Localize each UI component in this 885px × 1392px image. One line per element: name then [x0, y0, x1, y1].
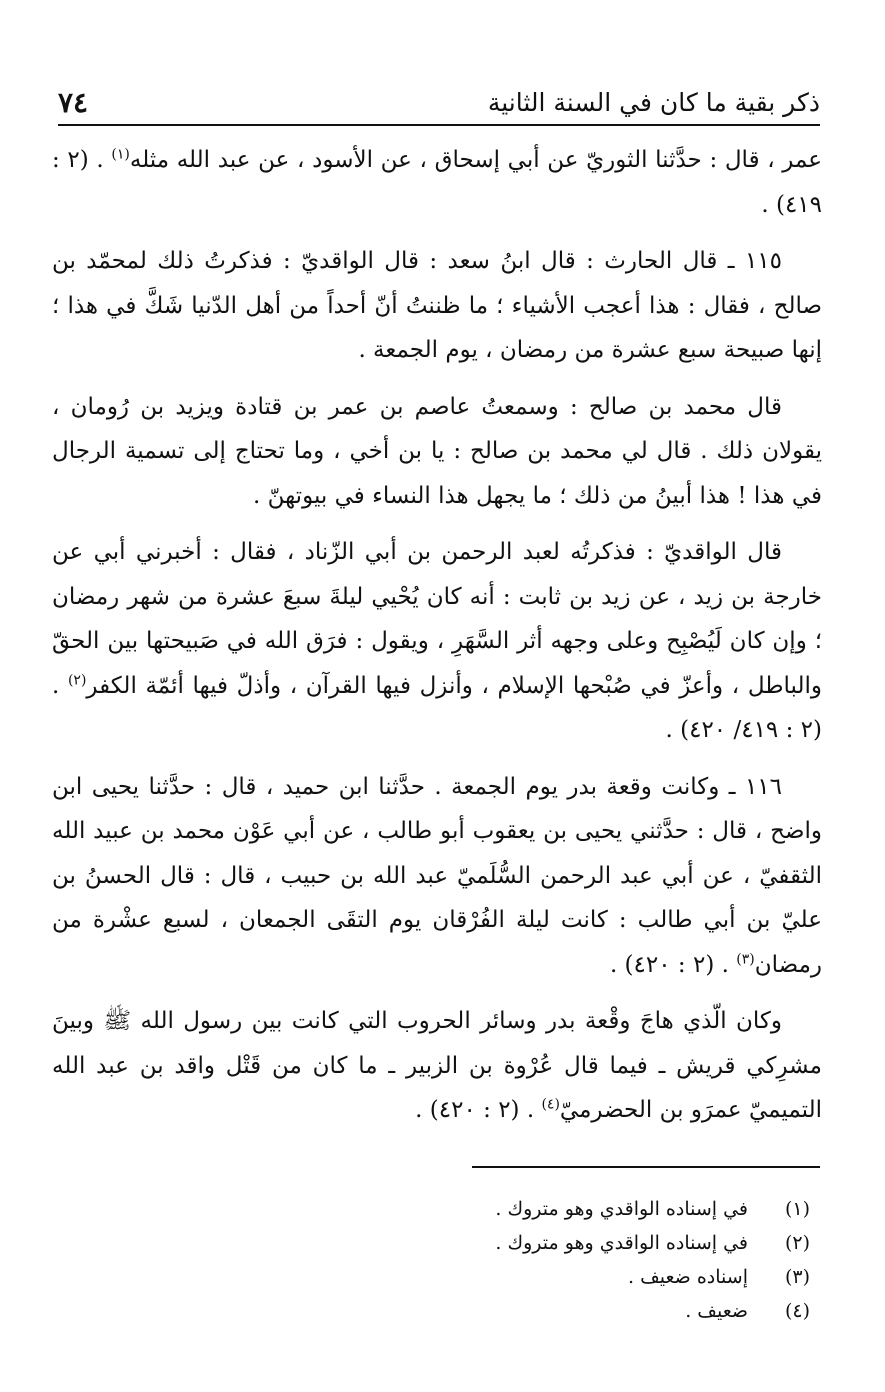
footnote [400, 1294, 810, 1328]
main-text [52, 138, 823, 1123]
footnote [400, 1192, 810, 1226]
footnote-marker: (٣) [736, 950, 755, 967]
paragraph-text: قال محمد بن صالح : وسمعتُ عاصم بن عمر بن قتادة ويزيد بن رُومان ، يقولان ذلك . قال لي محمد بن صالح : يا بن أخي ، وما تحتاج إلى تسمية الرجال في هذا ! هذا أبينُ من ذلك ؛ ما يجهل هذا النساء في بيوتهنّ . [52, 393, 822, 509]
source-reference: . (٢ : ٤٢٠) . [609, 951, 737, 978]
footnote [400, 1260, 810, 1294]
footnote-text: إسناده ضعيف . [628, 1266, 748, 1288]
paragraph-text: قال الواقديّ : فذكرتُه لعبد الرحمن بن أبي الزّناد ، فقال : أخبرني أبي عن خارجة بن زيد ، عن زيد بن ثابت : أنه كان يُحْيي ليلةَ سبعَ عشرة من شهر رمضان ؛ وإن كان لَيُصْبِح وعلى وجهه أثر السَّهَرِ ، ويقول : فرَق الله في صَبيحتها بين الحقّ والباطل ، وأعزّ في صُبْحها الإسلام ، وأنزل فيها القرآن ، وأذلّ فيها أئمّة الكفر [52, 539, 823, 699]
running-title: ذكر بقية ما كان في السنة الثانية [487, 88, 820, 117]
page-number: ٧٤ [58, 86, 89, 119]
paragraph-text: ١١٥ ـ قال الحارث : قال ابنُ سعد : قال الواقديّ : فذكرتُ ذلك لمحمّد بن صالح ، فقال : هذا أعجب الأشياء ؛ ما ظننتُ أنّ أحداً من أهل الدّنيا شَكَّ في هذا ؛ إنها صبيحة سبع عشرة من رمضان ، يوم الجمعة . [52, 248, 822, 363]
footnote-text: في إسناده الواقدي وهو متروك . [495, 1232, 748, 1254]
footnote-marker: (٢) [67, 671, 87, 688]
paragraph-text: وكان الّذي هاجَ وقْعة بدر وسائر الحروب التي كانت بين رسول الله ﷺ وبينَ مشرِكي قريش ـ فيما قال عُرْوة بن الزبير ـ ما كان من قَتْل واقد بن عبد الله التميميّ عمرَو بن الحضرميّ [52, 1008, 822, 1123]
paragraph [52, 765, 822, 988]
footnote-divider [472, 1166, 820, 1168]
paragraph [52, 999, 822, 1133]
paragraph [52, 138, 822, 227]
paragraph-text: ١١٦ ـ وكانت وقعة بدر يوم الجمعة . حدَّثنا ابن حميد ، قال : حدَّثنا يحيى ابن واضح ، قال : حدَّثني يحيى بن يعقوب أبو طالب ، عن أبي عَوْن محمد بن عبيد الله الثقفيّ ، عن أبي عبد الرحمن السُّلَميّ عبد الله بن حبيب ، قال : قال الحسنُ بن عليّ بن أبي طالب : كانت ليلة الفُرْقان يوم التقَى الجمعان ، لسبع عشْرة من رمضان [52, 773, 822, 978]
paragraph [52, 385, 822, 519]
footnote-number: (٤) [784, 1300, 810, 1322]
source-reference: . (٢ : ٤٢٠) . [415, 1097, 542, 1123]
paragraph [52, 530, 822, 753]
footnote-marker: (٤) [541, 1096, 560, 1113]
footnotes [400, 1192, 810, 1328]
footnote [400, 1226, 810, 1260]
footnote-marker: (١) [111, 146, 130, 163]
source-reference: . (٢ : ٤١٩) . [52, 147, 822, 218]
footnote-number: (٢) [784, 1232, 810, 1254]
footnote-text: في إسناده الواقدي وهو متروك . [495, 1198, 748, 1220]
paragraph-text: عمر ، قال : حدَّثنا الثوريّ عن أبي إسحاق ، عن الأسود ، عن عبد الله مثله [129, 147, 823, 173]
footnote-number: (١) [784, 1198, 810, 1220]
footnote-number: (٣) [784, 1266, 810, 1288]
page-header [58, 80, 820, 126]
footnote-text: ضعيف . [685, 1300, 748, 1322]
paragraph [52, 239, 822, 373]
source-reference: . (٢ : ٤١٩/ ٤٢٠) . [52, 672, 822, 743]
